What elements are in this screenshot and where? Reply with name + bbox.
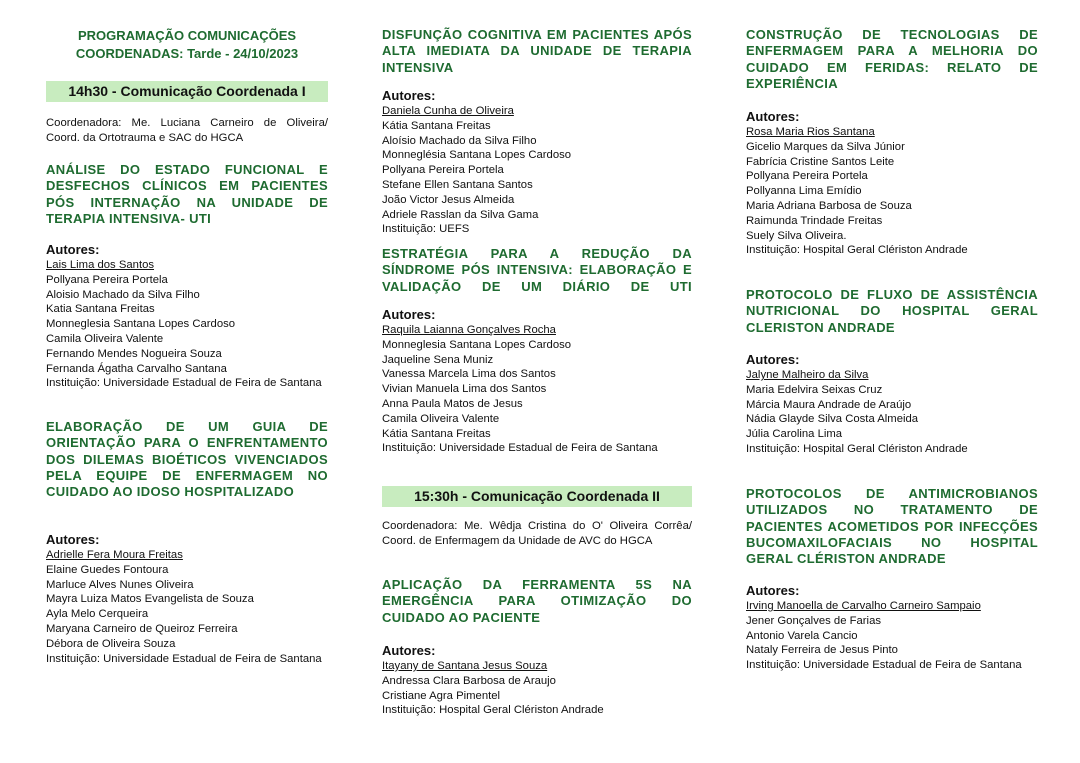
author-name: Lais Lima dos Santos [46, 259, 155, 271]
authors-list [382, 104, 692, 237]
author-name: Maria Edelvira Seixas Cruz [746, 383, 883, 396]
authors-block [382, 87, 692, 237]
authors-block [382, 642, 692, 718]
author-name: Raimunda Trindade Freitas [746, 214, 883, 227]
column-right [746, 0, 1038, 763]
author-name: Adrielle Fera Moura Freitas [46, 549, 183, 561]
author-name: Anna Paula Matos de Jesus [382, 397, 523, 410]
author-name: Pollyanna Lima Emídio [746, 185, 862, 198]
authors-list [746, 125, 1038, 258]
paper-title: PROTOCOLOS DE ANTIMICROBIANOS UTILIZADOS NO TRATAMENTO DE PACIENTES ACOMETIDOS POR INFECÇÕES BUCOMAXILOFACIAIS NO HOSPITAL GERAL CLÉRISTON ANDRADE [746, 486, 1038, 567]
authors-label: Autores: [46, 242, 100, 257]
author-name: Adriele Rasslan da Silva Gama [382, 208, 539, 221]
institution: Instituição: Hospital Geral Clériston Andrade [382, 704, 604, 717]
institution: Instituição: Hospital Geral Clériston Andrade [746, 244, 968, 257]
author-name: Cristiane Agra Pimentel [382, 689, 501, 702]
author-name: Monneglesia Santana Lopes Cardoso [46, 318, 236, 331]
session-banner-2: 15:30h - Comunicação Coordenada II [382, 486, 692, 507]
authors-label: Autores: [382, 643, 436, 658]
author-name: Pollyana Pereira Portela [46, 273, 168, 286]
author-name: Andressa Clara Barbosa de Araujo [382, 674, 556, 687]
authors-list [746, 599, 1038, 673]
author-name: Kátia Santana Freitas [382, 119, 491, 132]
authors-label: Autores: [746, 583, 800, 598]
institution: Instituição: Universidade Estadual de Feira de Santana [746, 659, 1022, 672]
authors-label: Autores: [746, 109, 800, 124]
author-name: Maryana Carneiro de Queiroz Ferreira [46, 622, 238, 635]
author-name: Fernando Mendes Nogueira Souza [46, 347, 222, 360]
authors-block [382, 306, 692, 456]
author-name: Débora de Oliveira Souza [46, 637, 176, 650]
author-name: Aloisio Machado da Silva Filho [46, 288, 200, 301]
authors-list [46, 548, 328, 666]
paper-title: DISFUNÇÃO COGNITIVA EM PACIENTES APÓS ALTA IMEDIATA DA UNIDADE DE TERAPIA INTENSIVA [382, 27, 692, 75]
author-name: Camila Oliveira Valente [382, 412, 500, 425]
authors-label: Autores: [46, 532, 100, 547]
paper-title: PROTOCOLO DE FLUXO DE ASSISTÊNCIA NUTRICIONAL DO HOSPITAL GERAL CLERISTON ANDRADE [746, 287, 1038, 335]
author-name: Gicelio Marques da Silva Júnior [746, 140, 905, 153]
column-middle [382, 0, 692, 763]
author-name: Monneglesia Santana Lopes Cardoso [382, 338, 572, 351]
authors-block [746, 108, 1038, 258]
author-name: Elaine Guedes Fontoura [46, 563, 169, 576]
author-name: Camila Oliveira Valente [46, 332, 164, 345]
author-name: Daniela Cunha de Oliveira [382, 105, 514, 117]
author-name: Rosa Maria Rios Santana [746, 126, 875, 138]
author-name: Maria Adriana Barbosa de Souza [746, 199, 912, 212]
authors-list [46, 258, 328, 391]
coordinator-2: Coordenadora: Me. Wêdja Cristina do O' Oliveira Corrêa/ Coord. de Enfermagem da Unidade de AVC do HGCA [382, 520, 692, 547]
author-name: Jaqueline Sena Muniz [382, 353, 494, 366]
authors-block [746, 351, 1038, 457]
author-name: Vanessa Marcela Lima dos Santos [382, 368, 556, 381]
author-name: Katia Santana Freitas [46, 303, 155, 316]
institution: Instituição: Universidade Estadual de Feira de Santana [46, 377, 322, 390]
author-name: Márcia Maura Andrade de Araújo [746, 398, 912, 411]
institution: Instituição: Hospital Geral Clériston Andrade [746, 442, 968, 455]
author-name: Ayla Melo Cerqueira [46, 608, 149, 621]
author-name: Jalyne Malheiro da Silva [746, 369, 869, 381]
author-name: Itayany de Santana Jesus Souza [382, 660, 548, 672]
session-banner-1: 14h30 - Comunicação Coordenada I [46, 81, 328, 102]
authors-block [746, 582, 1038, 673]
author-name: Kátia Santana Freitas [382, 427, 491, 440]
author-name: Pollyana Pereira Portela [746, 170, 868, 183]
paper-title: ELABORAÇÃO DE UM GUIA DE ORIENTAÇÃO PARA O ENFRENTAMENTO DOS DILEMAS BIOÉTICOS VIVENCIADOS PELA EQUIPE DE ENFERMAGEM NO CUIDADO AO IDOSO HOSPITALIZADO [46, 419, 328, 500]
paper-title: ESTRATÉGIA PARA A REDUÇÃO DA SÍNDROME PÓS INTENSIVA: ELABORAÇÃO E VALIDAÇÃO DE UM DIÁRIO DE UTI [382, 246, 692, 294]
author-name: João Victor Jesus Almeida [382, 193, 515, 206]
author-name: Suely Silva Oliveira. [746, 229, 847, 242]
authors-list [746, 368, 1038, 457]
author-name: Antonio Varela Cancio [746, 629, 858, 642]
institution: Instituição: Universidade Estadual de Feira de Santana [382, 442, 658, 455]
institution: Instituição: UEFS [382, 223, 470, 236]
column-left [46, 0, 328, 763]
paper-title: ANÁLISE DO ESTADO FUNCIONAL E DESFECHOS CLÍNICOS EM PACIENTES PÓS INTERNAÇÃO NA UNIDADE DE TERAPIA INTENSIVA- UTI [46, 162, 328, 226]
authors-list [382, 659, 692, 718]
author-name: Pollyana Pereira Portela [382, 164, 504, 177]
author-name: Júlia Carolina Lima [746, 428, 843, 441]
institution: Instituição: Universidade Estadual de Feira de Santana [46, 652, 322, 665]
author-name: Jener Gonçalves de Farias [746, 614, 881, 627]
author-name: Aloísio Machado da Silva Filho [382, 134, 537, 147]
coordinator-1: Coordenadora: Me. Luciana Carneiro de Oliveira/ Coord. da Ortotrauma e SAC do HGCA [46, 117, 328, 144]
authors-block [46, 531, 328, 666]
author-name: Monneglésia Santana Lopes Cardoso [382, 149, 572, 162]
author-name: Mayra Luiza Matos Evangelista de Souza [46, 593, 254, 606]
authors-label: Autores: [382, 88, 436, 103]
authors-list [382, 323, 692, 456]
author-name: Raquila Laianna Gonçalves Rocha [382, 324, 556, 336]
author-name: Irving Manoella de Carvalho Carneiro Sampaio [746, 600, 981, 612]
author-name: Vivian Manuela Lima dos Santos [382, 383, 547, 396]
authors-label: Autores: [746, 352, 800, 367]
authors-label: Autores: [382, 307, 436, 322]
author-name: Nataly Ferreira de Jesus Pinto [746, 644, 898, 657]
author-name: Fernanda Ágatha Carvalho Santana [46, 362, 227, 375]
author-name: Nádia Glayde Silva Costa Almeida [746, 413, 919, 426]
author-name: Fabrícia Cristine Santos Leite [746, 155, 895, 168]
paper-title: APLICAÇÃO DA FERRAMENTA 5S NA EMERGÊNCIA PARA OTIMIZAÇÃO DO CUIDADO AO PACIENTE [382, 577, 692, 625]
authors-block [46, 241, 328, 391]
author-name: Stefane Ellen Santana Santos [382, 178, 533, 191]
author-name: Marluce Alves Nunes Oliveira [46, 578, 194, 591]
paper-title: CONSTRUÇÃO DE TECNOLOGIAS DE ENFERMAGEM PARA A MELHORIA DO CUIDADO EM FERIDAS: RELATO DE EXPERIÊNCIA [746, 27, 1038, 91]
program-header: PROGRAMAÇÃO COMUNICAÇÕES COORDENADAS: Tarde - 24/10/2023 [75, 28, 299, 61]
